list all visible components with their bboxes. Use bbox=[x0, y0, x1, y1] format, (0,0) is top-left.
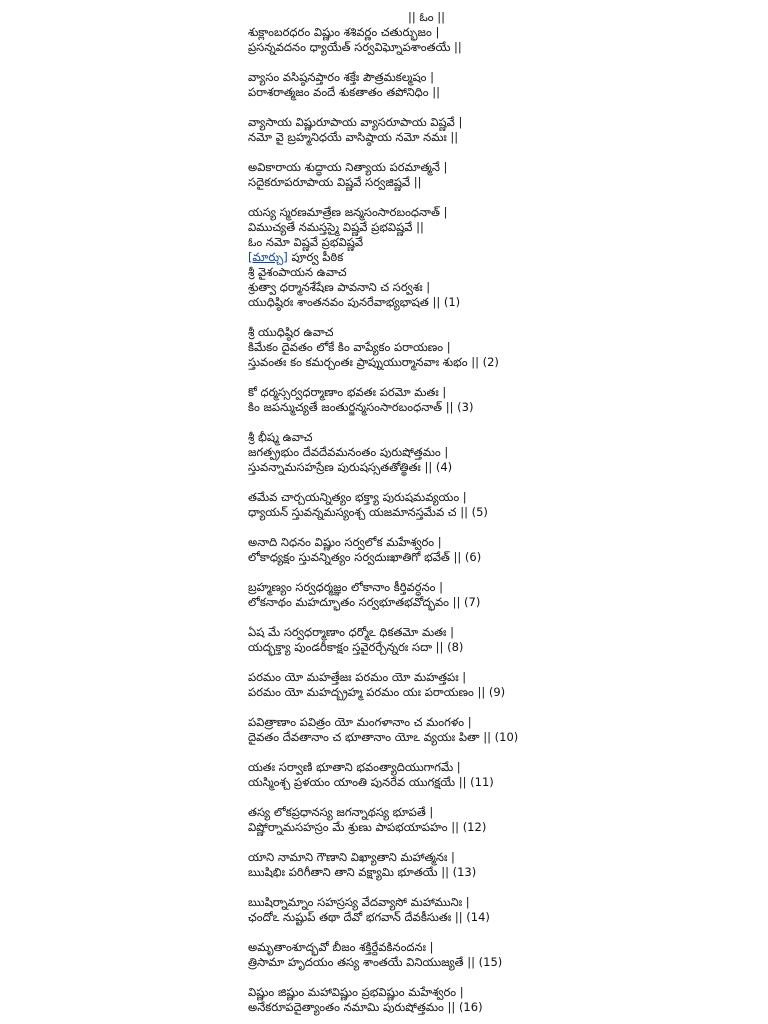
verse-line: కిమేకం దైవతం లోకే కిం వాప్యేకం పరాయణం | bbox=[248, 340, 451, 354]
verse-line: దైవతం దేవతానాం చ భూతానాం యోఽ వ్యయః పితా || (10) bbox=[248, 730, 519, 744]
blank-line bbox=[248, 700, 648, 715]
verse-line: స్తువంతః కం కమర్చంతః ప్రాప్నుయుర్మానవాః శుభం || (2) bbox=[248, 355, 499, 369]
verse-line: పరాశరాత్మజం వందే శుకతాతం తపోనిధిం || bbox=[248, 85, 440, 99]
section-heading bbox=[248, 250, 648, 265]
blank-line bbox=[248, 655, 648, 670]
verse-line: విష్ణుం జిష్ణుం మహావిష్ణుం ప్రభవిష్ణుం మహేశ్వరం | bbox=[248, 985, 464, 999]
blank-line bbox=[248, 55, 648, 70]
verse-line: విష్ణోర్నామసహస్రం మే శ్రుణు పాపభయాపహం || (12) bbox=[248, 820, 487, 834]
verse-line: జగత్ప్రభుం దేవదేవమనంతం పురుషోత్తమం | bbox=[248, 445, 449, 459]
verse-line: యాని నామాని గౌణాని విఖ్యాతాని మహాత్మనః | bbox=[248, 850, 455, 864]
verse-line: అమృతాంశూద్భవో బీజం శక్తిర్దేవకినందనః | bbox=[248, 940, 434, 954]
verse-line: ఋషిర్నామ్నాం సహస్రస్య వేదవ్యాసో మహామునిః | bbox=[248, 895, 470, 909]
verse-line: శ్రుత్వా ధర్మానశేషేణ పావనాని చ సర్వశః | bbox=[248, 280, 431, 294]
verse-line: ధ్యాయన్ స్తువన్నమస్యంశ్చ యజమానస్తమేవ చ || (5) bbox=[248, 505, 488, 519]
verse-line: శ్రీ భీష్మ ఉవాచ bbox=[248, 430, 313, 444]
verse-line: సదైకరూపరూపాయ విష్ణవే సర్వజిష్ణవే || bbox=[248, 175, 422, 189]
blank-line bbox=[248, 790, 648, 805]
blank-line bbox=[248, 835, 648, 850]
blank-line bbox=[248, 520, 648, 535]
verse-line: వ్యాసం వసిష్ఠనప్తారం శక్తేః పౌత్రమకల్మషం | bbox=[248, 70, 435, 84]
blank-line bbox=[248, 475, 648, 490]
blank-line bbox=[248, 190, 648, 205]
verse-line: యతః సర్వాణి భూతాని భవంత్యాదియుగాగమే | bbox=[248, 760, 461, 774]
verse-line: పరమం యో మహద్బ్రహ్మ పరమం యః పరాయణం || (9) bbox=[248, 685, 506, 699]
verse-line: శ్రీ యుధిష్ఠిర ఉవాచ bbox=[248, 325, 334, 339]
verse-line: ప్రసన్నవదనం ధ్యాయేత్ సర్వవిఘ్నోపశాంతయే || bbox=[248, 40, 462, 54]
blank-line bbox=[248, 100, 648, 115]
verse-line: పవిత్రాణాం పవిత్రం యో మంగళానాం చ మంగళం | bbox=[248, 715, 472, 729]
blank-line bbox=[248, 745, 648, 760]
verse-line: యస్య స్మరణమాత్రేణ జన్మసంసారబంధనాత్ | bbox=[248, 205, 448, 219]
verse-line: యుధిష్ఠిరః శాంతనవం పునరేవాభ్యభాషత || (1) bbox=[248, 295, 461, 309]
verse-line: తస్య లోకప్రధానస్య జగన్నాథస్య భూపతే | bbox=[248, 805, 434, 819]
blank-line bbox=[248, 970, 648, 985]
blank-line bbox=[248, 310, 648, 325]
verse-container bbox=[248, 25, 648, 1015]
verse-line: లోకనాథం మహద్భూతం సర్వభూతభవోద్భవం || (7) bbox=[248, 595, 481, 609]
verse-line: కిం జపన్ముచ్యతే జంతుర్జన్మసంసారబంధనాత్ || (3) bbox=[248, 400, 474, 414]
blank-line bbox=[248, 925, 648, 940]
verse-line: అవికారాయ శుద్ధాయ నిత్యాయ పరమాత్మనే | bbox=[248, 160, 448, 174]
document-title: || ఓం || bbox=[408, 10, 446, 24]
document-body bbox=[248, 10, 648, 1015]
verse-line: నమో వై బ్రహ్మనిధయే వాసిష్ఠాయ నమో నమః || bbox=[248, 130, 459, 144]
blank-line bbox=[248, 145, 648, 160]
verse-line: ఏష మే సర్వధర్మాణాం ధర్మోఽ ధికతమో మతః | bbox=[248, 625, 454, 639]
verse-line: త్రిసామా హృదయం తస్య శాంతయే వినియుజ్యతే || (15) bbox=[248, 955, 503, 969]
blank-line bbox=[248, 370, 648, 385]
verse-line: అనేకరూపదైత్యాంతం నమామి పురుషోత్తమం || (16) bbox=[248, 1000, 483, 1014]
verse-line: శుక్లాంబరధరం విష్ణుం శశివర్ణం చతుర్భుజం | bbox=[248, 25, 440, 39]
edit-link[interactable]: [మార్చు] bbox=[248, 250, 288, 264]
blank-line bbox=[248, 880, 648, 895]
verse-line: అనాది నిధనం విష్ణుం సర్వలోక మహేశ్వరం | bbox=[248, 535, 442, 549]
verse-line: ఋషిభిః పరిగీతాని తాని వక్ష్యామి భూతయే || (13) bbox=[248, 865, 477, 879]
blank-line bbox=[248, 610, 648, 625]
verse-line: విముచ్యతే నమస్తస్మై విష్ణవే ప్రభవిష్ణవే || bbox=[248, 220, 424, 234]
verse-line: ఛందోఽ నుష్టుప్ తథా దేవో భగవాన్ దేవకీసుతః || (14) bbox=[248, 910, 490, 924]
verse-line: ఓం నమో విష్ణవే ప్రభవిష్ణవే bbox=[248, 235, 364, 249]
verse-line: తమేవ చార్చయన్నిత్యం భక్త్యా పురుషమవ్యయం | bbox=[248, 490, 467, 504]
blank-line bbox=[248, 415, 648, 430]
verse-line: యస్మింశ్చ ప్రళయం యాంతి పునరేవ యుగక్షయే || (11) bbox=[248, 775, 494, 789]
section-heading-text: పూర్వ పీఠిక bbox=[287, 250, 344, 264]
verse-line: స్తువన్నామసహస్రేణ పురుషస్సతతోత్థితః || (4) bbox=[248, 460, 453, 474]
verse-line: బ్రహ్మణ్యం సర్వధర్మజ్ఞం లోకానాం కీర్తివర్ధనం | bbox=[248, 580, 444, 594]
verse-line: శ్రీ వైశంపాయన ఉవాచ bbox=[248, 265, 347, 279]
verse-line: వ్యాసాయ విష్ణురూపాయ వ్యాసరూపాయ విష్ణవే | bbox=[248, 115, 463, 129]
verse-line: యద్భక్త్యా పుండరీకాక్షం స్తవైరర్చేన్నరః సదా || (8) bbox=[248, 640, 464, 654]
blank-line bbox=[248, 565, 648, 580]
verse-line: లోకాధ్యక్షం స్తువన్నిత్యం సర్వదుఃఖాతిగో భవేత్ || (6) bbox=[248, 550, 482, 564]
verse-line: పరమం యో మహత్తేజః పరమం యో మహత్తపః | bbox=[248, 670, 467, 684]
verse-line: కో ధర్మస్సర్వధర్మాణాం భవతః పరమో మతః | bbox=[248, 385, 447, 399]
